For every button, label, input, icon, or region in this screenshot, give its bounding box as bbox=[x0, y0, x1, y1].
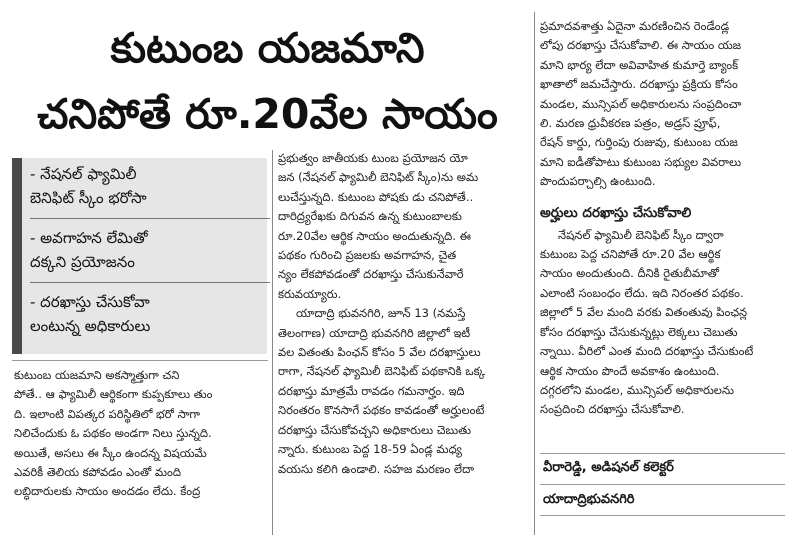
highlight-1-line-2: బెనిఫిట్ స్కీం భరోసా bbox=[30, 189, 147, 207]
text-line: ఖాతాలో జమచేస్తారు. దరఖాస్తు ప్రక్రియ కోసం bbox=[540, 77, 738, 92]
text-line: రాగా, నేషనల్ ఫ్యామిలీ బెనిఫిట్ పథకానికి ఒక్క bbox=[278, 364, 486, 379]
text-line: లి. మరణ ధ్రువీకరణ పత్రం, అడ్రస్ ప్రూఫ్, bbox=[540, 116, 721, 131]
article-column-1 bbox=[14, 366, 266, 502]
highlights-bar bbox=[12, 158, 22, 354]
column-divider bbox=[272, 150, 273, 535]
caption-name: వీరారెడ్డి, అడిషనల్ కలెక్టర్ bbox=[543, 460, 674, 475]
text-line: వల వితంతు పింఛన్ కోసం 5 వేల దరఖాస్తులు bbox=[278, 345, 481, 360]
text-line: వయసు కలిగి ఉండాలి. సహజ మరణం లేదా bbox=[278, 461, 475, 476]
highlights-box bbox=[12, 158, 267, 354]
text-line: న్నారు. కుటుంబ పెద్ద 18-59 ఏండ్ల మధ్య bbox=[278, 442, 462, 457]
text-line: న్నాయి. వీరిలో ఎంత మంది దరఖాస్తు చేసుకుంటే bbox=[540, 344, 754, 359]
text-line: మండల, మున్సిపల్ అధికారులను సంప్రదించా bbox=[540, 96, 742, 111]
text-line: పథకం గురించి ప్రజలకు అవగాహన, చైత bbox=[278, 248, 457, 263]
text-line: కోసం దరఖాస్తు చేసుకున్నట్లు లెక్కలు చెబుతు bbox=[540, 324, 738, 339]
highlight-2 bbox=[30, 226, 262, 274]
text-line: మాని ఐడీతోపాటు కుటుంబ సభ్యుల వివరాలు bbox=[540, 154, 742, 169]
highlight-3-line-1: - దరఖాస్తు చేసుకోవా bbox=[30, 293, 150, 311]
text-line: యాదాద్రి భువనగిరి, జూన్ 13 (నమస్తే bbox=[296, 306, 466, 321]
text-line: ఎవరికీ తెలియ కపోవడం ఎంతో మంది bbox=[14, 465, 182, 480]
text-line: మాని భార్య లేదా అవివాహిత కుమార్తె బ్యాంక్ bbox=[540, 57, 739, 72]
highlight-divider bbox=[30, 282, 270, 283]
highlight-3-line-2: లంటున్న అధికారులు bbox=[30, 317, 151, 335]
text-line: దరఖాస్తు మాత్రమే రావడం గమనార్హం. ఇది bbox=[278, 383, 465, 398]
text-line: లోపు దరఖాస్తు చేసుకోవాలి. ఈ సాయం యజ bbox=[540, 38, 742, 53]
text-line: జిల్లాలో 5 వేల మంది వరకు వితంతువు పింఛన్ల bbox=[540, 305, 748, 320]
text-line: ప్రభుత్వం జాతీయకు టుంబ ప్రయోజన యో bbox=[278, 151, 468, 165]
quote-block bbox=[540, 226, 785, 420]
text-line: పోతే.. ఆ ఫ్యామిలీ ఆర్థికంగా కుప్పకూలు తుం bbox=[14, 387, 213, 402]
text-line: లుచేస్తున్నది. కుటుంబ పోషకు డు చనిపోతే.. bbox=[278, 189, 474, 204]
text-line: తెలంగాణ) యాదాద్రి భువనగిరి జిల్లాలో ఇటీ bbox=[278, 325, 471, 340]
highlight-2-line-1: - అవగాహన లేమితో bbox=[30, 229, 148, 247]
text-line: నేషనల్ ఫ్యామిలీ బెనిఫిట్ స్కీం ద్వారా bbox=[558, 227, 724, 242]
caption-place: యాదాద్రిభువనగిరి bbox=[543, 492, 635, 507]
text-line: పొందుపర్చాల్సి ఉంటుంది. bbox=[540, 174, 656, 189]
text-line: సాయం అందుతుంది. దీనికి రైతుబీమాతో bbox=[540, 266, 719, 281]
text-line: ది. ఇలాంటి విపత్కర పరిస్థితిలో భరో సాగా bbox=[14, 406, 201, 421]
text-line: సంప్రదించి దరఖాస్తు చేసుకోవాలి. bbox=[540, 402, 685, 417]
headline-line-1: కుటుంబ యజమాని bbox=[110, 24, 425, 72]
highlight-divider bbox=[30, 218, 270, 219]
text-line: నిలిచేందుకు ఓ పథకం అండగా నిలు స్తున్నది. bbox=[14, 426, 212, 441]
highlight-1 bbox=[30, 162, 262, 210]
article-column-2 bbox=[278, 149, 530, 479]
text-line: దరఖాస్తు చేసుకోవచ్చని అధికారులు చెబుతు bbox=[278, 422, 472, 437]
text-line: కుటుంబ పెద్ద చనిపోతే రూ.20 వేల ఆర్థిక bbox=[540, 247, 721, 262]
text-line: జన (నేషనల్ ఫ్యామిలీ బెనిఫిట్ స్కీం)ను అమ bbox=[278, 170, 479, 185]
subheading: అర్హులు దరఖాస్తు చేసుకోవాలి bbox=[540, 204, 692, 221]
column-divider bbox=[534, 12, 535, 535]
highlight-1-line-1: - నేషనల్ ఫ్యామిలీ bbox=[30, 165, 137, 183]
text-line: లబ్ధిదారులకు సాయం అందడం లేదు. కేంద్ర bbox=[14, 484, 201, 499]
text-line: కరువయ్యారు. bbox=[278, 286, 342, 301]
text-line: రేషన్ కార్డు, గుర్తింపు రుజువు, కుటుంబ యజ bbox=[540, 135, 738, 150]
text-line: నిరంతరం కొనసాగే పథకం కావడంతో అర్హులంటే bbox=[278, 403, 485, 418]
headline bbox=[10, 22, 525, 142]
text-line: ప్రమాదవశాత్తు ఏదైనా మరణించిన రెండేండ్ల bbox=[540, 19, 730, 33]
caption-rule bbox=[540, 484, 785, 485]
highlight-3 bbox=[30, 290, 262, 338]
article-column-3 bbox=[540, 17, 785, 420]
text-line: రూ.20వేల ఆర్థిక సాయం అందుతున్నది. ఈ bbox=[278, 228, 471, 243]
text-line: దగ్గరలోని మండల, మున్సిపల్ అధికారులను bbox=[540, 382, 734, 397]
text-line: ఆర్థిక సాయం పొందే అవకాశం ఉంటుంది. bbox=[540, 363, 720, 378]
column-rule bbox=[12, 360, 268, 361]
caption-rule bbox=[540, 515, 785, 516]
text-line: ఎలాంటి సంబంధం లేదు. ఇది నిరంతర పథకం. bbox=[540, 285, 744, 300]
text-line: దారిద్ర్యరేఖకు దిగువన ఉన్న కుటుంబాలకు bbox=[278, 209, 462, 224]
text-line: అయితే, అసలు ఈ స్కీం ఉందన్న విషయమే bbox=[14, 445, 207, 460]
text-line: కుటుంబ యజమాని అకస్మాత్తుగా చని bbox=[14, 368, 180, 382]
text-line: న్యం లేకపోవడంతో దరఖాస్తు చేసుకునేవారే bbox=[278, 267, 464, 282]
headline-line-2: చనిపోతే రూ.20వేల సాయం bbox=[37, 90, 498, 138]
highlight-2-line-2: దక్కని ప్రయోజనం bbox=[30, 253, 135, 271]
caption-rule bbox=[540, 453, 785, 454]
